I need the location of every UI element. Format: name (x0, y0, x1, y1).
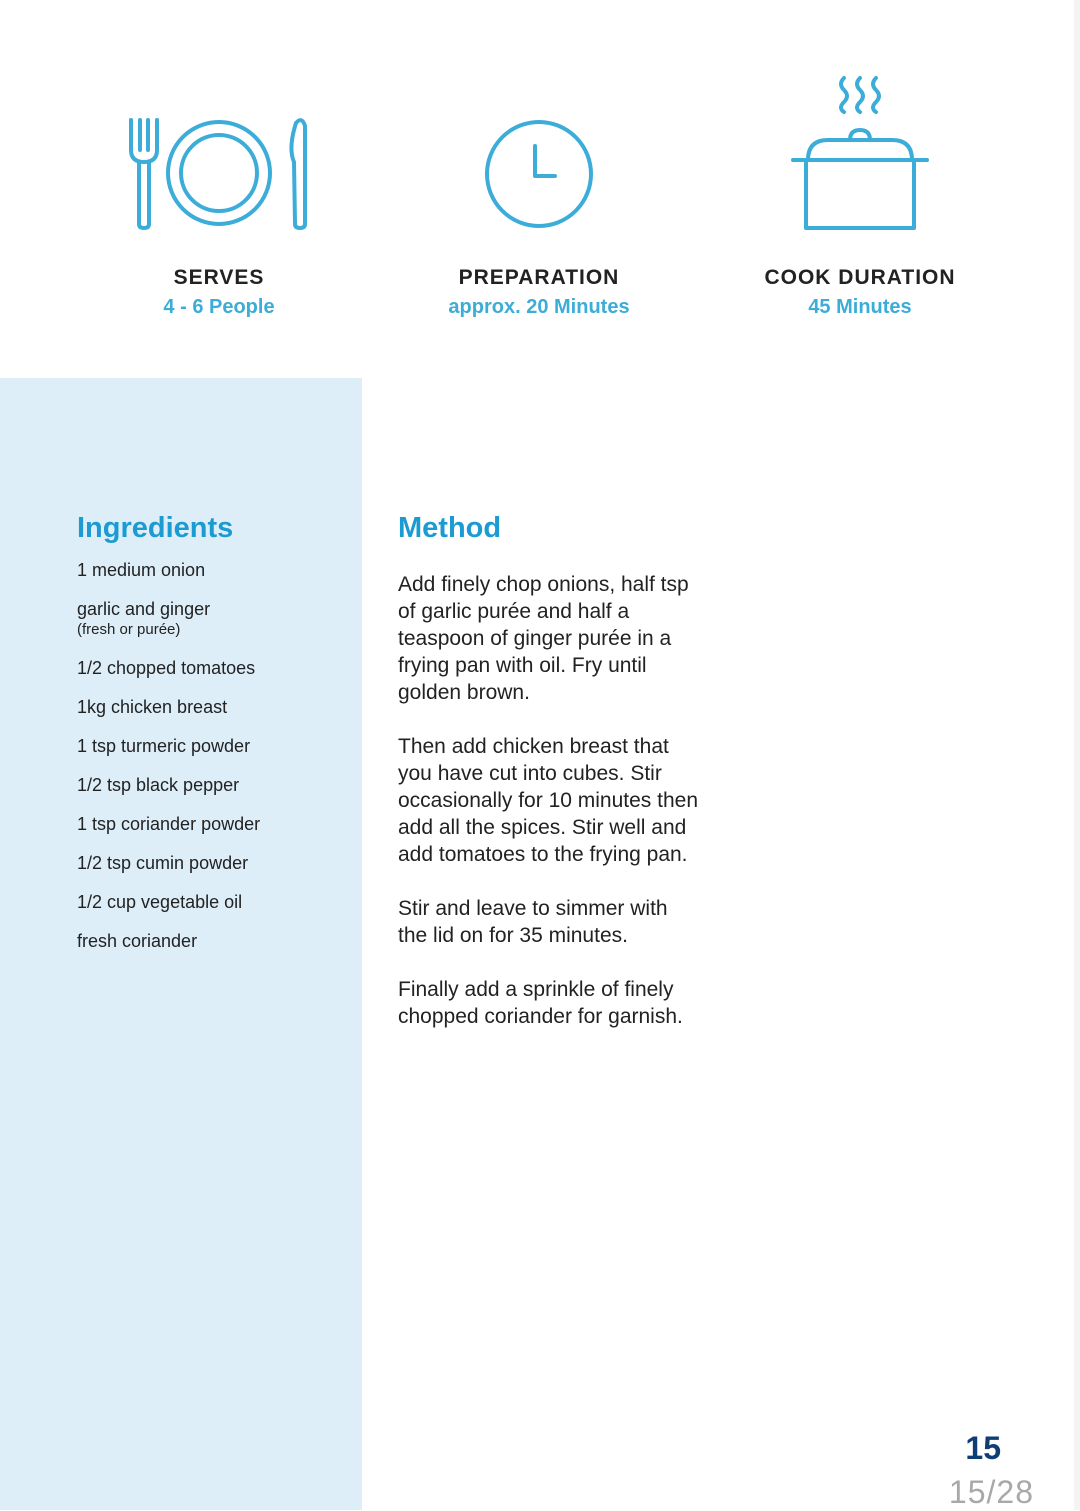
preparation-label: PREPARATION (458, 266, 620, 289)
method-section (398, 512, 698, 1057)
method-steps (398, 571, 698, 1030)
serves-label: SERVES (173, 266, 265, 289)
page-number: 15 (965, 1430, 1001, 1466)
preparation-block (379, 60, 699, 319)
cook-duration-label: COOK DURATION (764, 266, 956, 289)
ingredient-item: 1/2 chopped tomatoes (77, 658, 256, 678)
method-step: Finally add a sprinkle of finely chopped coriander for garnish. (398, 978, 683, 1028)
method-title: Method (398, 512, 502, 544)
ingredient-item: fresh coriander (77, 931, 198, 951)
ingredients-section (77, 512, 347, 969)
ingredient-item: 1 tsp coriander powder (77, 814, 261, 834)
method-step: Then add chicken breast that you have cut into cubes. Stir occasionally for 10 minutes then add all the spices. Stir well and add tomatoes to the frying pan. (398, 735, 698, 866)
ingredient-item: 1/2 tsp cumin powder (77, 853, 249, 873)
ingredients-list (77, 559, 347, 952)
page-edge (1074, 0, 1080, 1510)
cutlery-plate-icon (126, 118, 312, 230)
ingredient-item: 1kg chicken breast (77, 697, 228, 717)
steaming-pot-icon (790, 74, 930, 230)
ingredient-item: 1 tsp turmeric powder (77, 736, 251, 756)
clock-icon (483, 118, 595, 230)
page-counter: 15/28 (948, 1474, 1034, 1510)
ingredients-title: Ingredients (77, 512, 234, 544)
serves-block (59, 60, 379, 319)
method-step: Stir and leave to simmer with the lid on for 35 minutes. (398, 897, 668, 947)
cook-duration-block (700, 60, 1020, 319)
ingredient-item: 1 medium onion (77, 560, 206, 580)
ingredient-item: 1/2 cup vegetable oil (77, 892, 243, 912)
method-step: Add finely chop onions, half tsp of garlic purée and half a teaspoon of ginger purée in a frying pan with oil. Fry until golden brown. (398, 573, 689, 704)
cook-duration-value: 45 Minutes (808, 296, 912, 318)
serves-value: 4 - 6 People (163, 296, 275, 318)
ingredient-item: 1/2 tsp black pepper (77, 775, 240, 795)
ingredient-note: (fresh or purée) (77, 621, 181, 638)
ingredient-item: garlic and ginger (fresh or purée) (77, 598, 347, 640)
preparation-value: approx. 20 Minutes (448, 296, 630, 318)
